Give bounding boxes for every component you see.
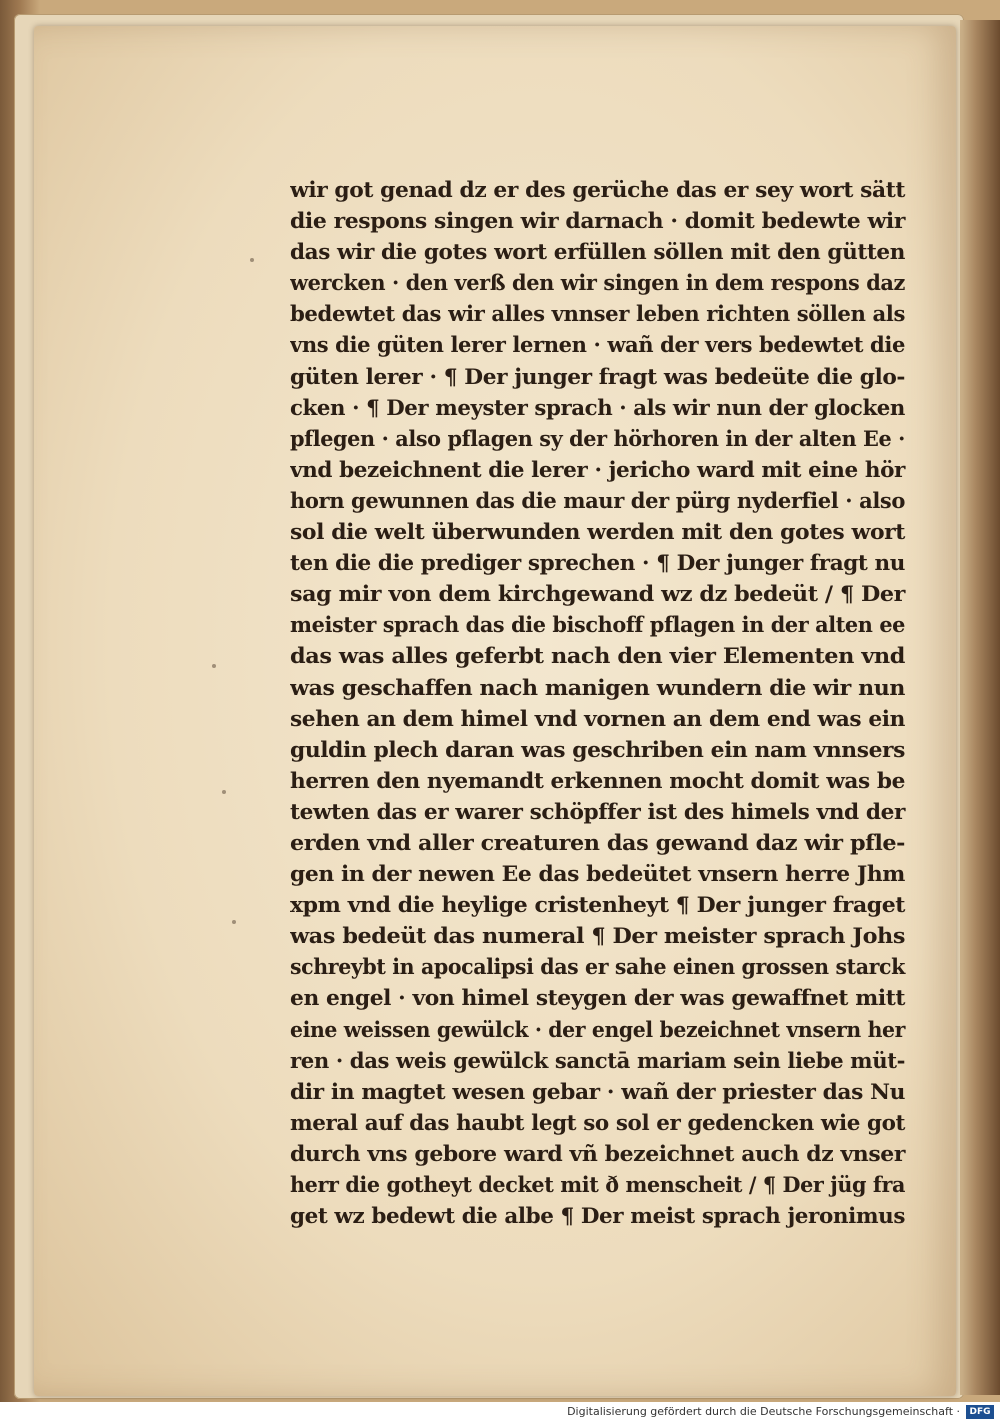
book-spine-edge [960,20,1000,1395]
text-line: cken · ¶ Der meyster sprach · als wir nun der glocken [290,394,905,420]
text-line: gen in der newen Ee das bedeütet vnsern herre Jhm [290,861,905,887]
text-line: sehen an dem himel vnd vornen an dem end was ein [290,705,905,731]
text-line: bedewtet das wir alles vnnser leben richten söllen als [290,301,906,327]
dfg-logo: DFG [966,1405,994,1419]
page-speck [232,920,236,924]
text-line: was geschaffen nach manigen wundern die wir nun [290,674,905,700]
footer-bar [0,1402,1000,1422]
text-line: dir in magtet wesen gebar · wañ der priester das Nu [290,1078,905,1104]
text-line: xpm vnd die heylige cristenheyt ¶ Der junger fraget [290,892,905,918]
text-line: pflegen · also pflagen sy der hörhoren in der alten Ee · [290,425,905,451]
gothic-text-block [290,174,920,1231]
text-line: horn gewunnen das die maur der pürg nyderfiel · also [290,487,905,513]
text-line: en engel · von himel steygen der was gewaffnet mitt [290,985,905,1011]
text-line: erden vnd aller creaturen das gewand daz wir pfle- [290,829,905,855]
page-speck [222,790,226,794]
text-line: wir got genad dz er des gerüche das er sey wort sätt [290,177,905,202]
text-line: vns die güten lerer lernen · wañ der vers bedewtet die [290,332,906,358]
text-line: tewten das er warer schöpffer ist des himels vnd der [290,798,905,824]
text-line: ten die die prediger sprechen · ¶ Der junger fragt nu [290,550,905,576]
text-line: vnd bezeichnent die lerer · jericho ward mit eine hör [290,456,905,482]
text-line: get wz bedewt die albe ¶ Der meist sprach jeronimus [290,1203,905,1229]
text-line: herren den nyemandt erkennen mocht domit was be [290,767,905,793]
text-line: wercken · den verß den wir singen in dem respons daz [290,270,905,296]
text-line: guldin plech daran was geschriben ein nam vnnsers [290,736,905,762]
text-line: ren · das weis gewülck sanctā mariam sein liebe müt- [290,1047,905,1073]
text-line: was bedeüt das numeral ¶ Der meister sprach Johs [290,923,905,949]
text-line: die respons singen wir darnach · domit bedewte wir [290,208,905,234]
text-line: eine weissen gewülck · der engel bezeichnet vnsern her [290,1016,905,1042]
funding-credit: Digitalisierung gefördert durch die Deutsche Forschungsgemeinschaft · [567,1405,960,1418]
text-line: sag mir von dem kirchgewand wz dz bedeüt / ¶ Der [290,581,905,607]
text-line: das was alles geferbt nach den vier Elementen vnd [290,643,905,669]
text-line: meral auf das haubt legt so sol er gedencken wie got [290,1109,905,1135]
text-line: meister sprach das die bischoff pflagen in der alten ee [290,612,905,638]
text-line: herr die gotheyt decket mit ð menscheit / ¶ Der jüg fra [290,1172,905,1197]
page-speck [212,664,216,668]
text-line: güten lerer · ¶ Der junger fragt was bedeüte die glo- [290,363,905,389]
text-line: schreybt in apocalipsi das er sahe einen grossen starck [290,954,905,980]
text-line: sol die welt überwunden werden mit den gotes wort [290,519,905,545]
text-line: durch vns gebore ward vñ bezeichnet auch dz vnser [290,1140,905,1166]
text-line: das wir die gotes wort erfüllen söllen mit den gütten [290,239,905,265]
page-speck [250,258,254,262]
